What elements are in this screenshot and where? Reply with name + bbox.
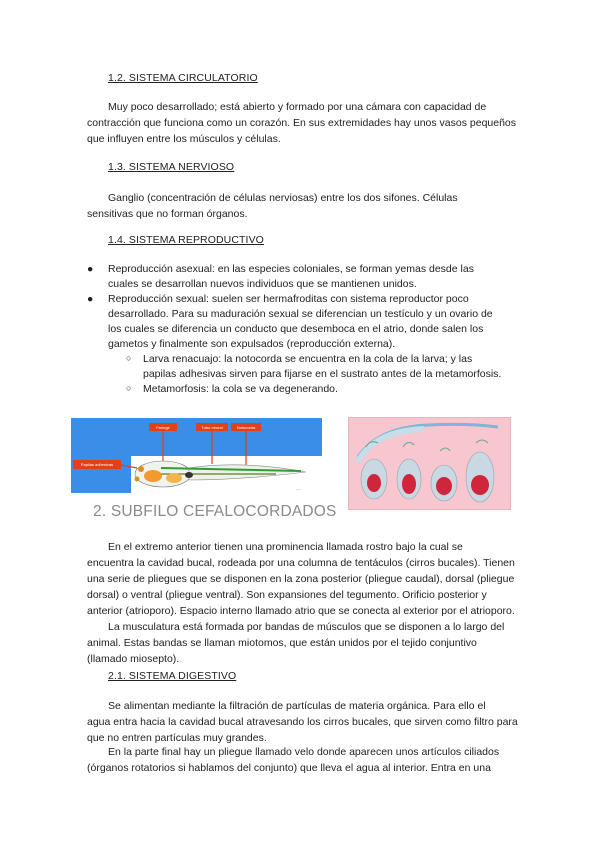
label-faringe: Faringe — [156, 425, 170, 430]
text-line: encuentra la cavidad bucal, rodeada por una columna de tentáculos (cirros bucales). Tienen — [87, 557, 515, 569]
label-notocorda: Notocorda — [236, 425, 256, 430]
text-line: desarrollado. Para su maduración sexual se diferencian un testículo y un ovario de — [108, 308, 493, 320]
text-line: animal. Estas bandas se llaman miotomos, que están unidos por el tejido conjuntivo — [87, 637, 477, 649]
bullet-mark: ● — [87, 293, 94, 305]
text-line: una serie de pliegues que se disponen en la zona posterior (pliegue caudal), dorsal (pliegue — [87, 573, 515, 585]
text-line: agua entra hacia la cavidad bucal atravesando los cirros bucales, que sirven como filtro para — [87, 716, 518, 728]
text-line: Ganglio (concentración de células nerviosas) entre los dos sifones. Células — [108, 192, 458, 204]
text-line: papilas adhesivas sirven para fijarse en el sustrato antes de la metamorfosis. — [143, 368, 502, 380]
text-line: los cuales se diferencia un conducto que desemboca en el atrio, donde salen los — [108, 323, 484, 335]
text-line: que influyen entre los músculos y células. — [87, 133, 281, 145]
text-line: En el extremo anterior tienen una prominencia llamada rostro bajo la cual se — [108, 541, 463, 553]
label-tubo-neural: Tubo neural — [201, 425, 223, 430]
text-line: anterior (atrioporo). Espacio interno llamado atrio que se conecta al exterior por el atrioporo. — [87, 605, 515, 617]
text-line: que no entren partículas muy grandes. — [87, 732, 267, 744]
heading-sistema-circulatorio: 1.2. SISTEMA CIRCULATORIO — [108, 72, 258, 84]
metamorphosis-diagram-image — [348, 417, 511, 510]
subbullet-mark: ○ — [126, 383, 132, 393]
text-line: La musculatura está formada por bandas de músculos que se disponen a lo largo del — [108, 621, 505, 633]
svg-text:~~~: ~~~ — [296, 487, 302, 491]
label-papilas: Papilas adhesivas — [80, 462, 114, 467]
paragraph-cefalocordados-1 — [87, 539, 527, 619]
text-line: Reproducción asexual: en las especies coloniales, se forman yemas desde las — [108, 263, 474, 275]
paragraph-nervioso — [87, 190, 527, 222]
text-line: Reproducción sexual: suelen ser hermafroditas con sistema reproductor poco — [108, 293, 469, 305]
larva-diagram-image — [71, 418, 322, 493]
paragraph-digestivo-2 — [87, 744, 527, 776]
paragraph-circulatorio — [87, 99, 527, 147]
subbullet-mark: ○ — [126, 353, 132, 363]
heading-sistema-digestivo: 2.1. SISTEMA DIGESTIVO — [108, 670, 237, 682]
text-line: (llamado miosepto). — [87, 653, 180, 665]
text-line: contracción que funciona como un corazón. En sus extremidades hay unos vasos pequeños — [87, 117, 517, 129]
paragraph-digestivo-1 — [87, 698, 527, 746]
heading-sistema-nervioso: 1.3. SISTEMA NERVIOSO — [108, 161, 235, 173]
bullet-mark: ● — [87, 263, 94, 275]
text-line: gametos y finalmente son expulsados (reproducción externa). — [108, 338, 396, 350]
heading-subfilo-cefalocordados: 2. SUBFILO CEFALOCORDADOS — [93, 503, 337, 520]
paragraph-cefalocordados-2 — [87, 619, 527, 667]
text-line: (órganos rotatorios si hablamos del conjunto) que lleva el agua al interior. Entra en una — [87, 762, 491, 774]
text-line: Muy poco desarrollado; está abierto y formado por una cámara con capacidad de — [108, 101, 487, 113]
text-line: Se alimentan mediante la filtración de partículas de materia orgánica. Para ello el — [108, 700, 486, 712]
text-line: cuales se desarrollan nuevos individuos que se mantienen unidos. — [108, 278, 417, 290]
text-line: sensitivas que no forman órganos. — [87, 208, 248, 220]
text-line: Metamorfosis: la cola se va degenerando. — [143, 383, 338, 395]
heading-sistema-reproductivo: 1.4. SISTEMA REPRODUCTIVO — [108, 234, 264, 246]
text-line: Larva renacuajo: la notocorda se encuentra en la cola de la larva; y las — [143, 353, 473, 365]
text-line: dorsal) o ventral (pliegue ventral). Son expansiones del tegumento. Orificio posterior y — [87, 589, 487, 601]
text-line: En la parte final hay un pliegue llamado velo donde aparecen unos artículos ciliados — [108, 746, 500, 758]
